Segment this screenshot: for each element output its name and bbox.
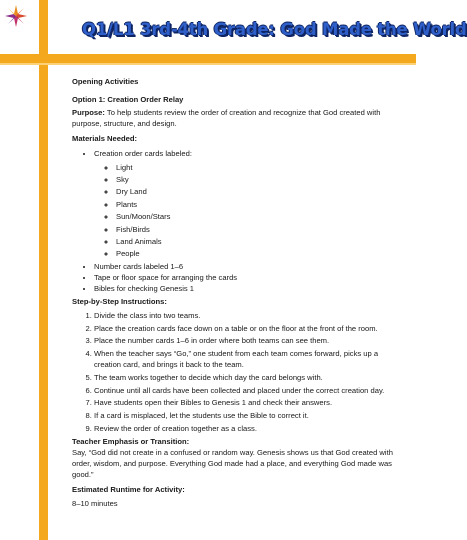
step-item: 6. Continue until all cards have been collected and placed under the correct creation day. bbox=[94, 385, 404, 396]
materials-heading: Materials Needed: bbox=[72, 134, 137, 144]
card-label-item: ◦ People bbox=[116, 248, 404, 259]
card-label-item: ◦ Sky bbox=[116, 174, 404, 185]
orange-cross-vertical-bar bbox=[39, 0, 48, 540]
step-item: 9. Review the order of creation together as a class. bbox=[94, 423, 404, 434]
cross-logo-icon bbox=[4, 4, 28, 28]
card-label-item: ◦ Light bbox=[116, 162, 404, 173]
materials-item: • Bibles for checking Genesis 1 bbox=[94, 283, 404, 294]
orange-bar-highlight bbox=[0, 63, 416, 65]
step-item: 7. Have students open their Bibles to Genesis 1 and check their answers. bbox=[94, 397, 404, 408]
teacher-emphasis-heading: Teacher Emphasis or Transition: bbox=[72, 436, 190, 446]
step-item: 5. The team works together to decide which day the card belongs with. bbox=[94, 372, 404, 383]
materials-item-text: Creation order cards labeled: bbox=[94, 149, 192, 159]
step-item: 3. Place the number cards 1–6 in order where both teams can see them. bbox=[94, 335, 404, 346]
card-label-item: ◦ Sun/Moon/Stars bbox=[116, 211, 404, 222]
orange-cross-horizontal-bar bbox=[0, 54, 416, 63]
runtime-value: 8–10 minutes bbox=[72, 499, 118, 509]
steps-heading: Step-by-Step Instructions: bbox=[72, 296, 167, 306]
page-title: Q1/L1 3rd-4th Grade: God Made the World bbox=[82, 20, 467, 39]
step-item: 1. Divide the class into two teams. bbox=[94, 310, 404, 321]
lesson-content bbox=[72, 76, 404, 509]
card-labels-list bbox=[94, 162, 404, 260]
steps-list bbox=[72, 310, 404, 434]
materials-item: • Tape or floor space for arranging the cards bbox=[94, 272, 404, 283]
card-label-item: ◦ Fish/Birds bbox=[116, 224, 404, 235]
opening-activities-heading: Opening Activities bbox=[72, 77, 139, 86]
materials-item bbox=[94, 148, 404, 259]
purpose-label: Purpose: bbox=[72, 108, 105, 118]
teacher-emphasis-text: Say, “God did not create in a confused or random way. Genesis shows us that God created with order, wisdom, and purpose. Everything God made had a place, and everything God made was good.” bbox=[72, 447, 393, 480]
materials-item: • Number cards labeled 1–6 bbox=[94, 261, 404, 272]
step-item: 8. If a card is misplaced, let the students use the Bible to correct it. bbox=[94, 410, 404, 421]
step-item: 4. When the teacher says “Go,” one student from each team comes forward, picks up a creation card, and brings it back to the team. bbox=[94, 348, 404, 370]
runtime-heading: Estimated Runtime for Activity: bbox=[72, 485, 185, 495]
card-label-item: ◦ Dry Land bbox=[116, 186, 404, 197]
step-item: 2. Place the creation cards face down on a table or on the floor at the front of the room. bbox=[94, 323, 404, 334]
purpose-paragraph bbox=[72, 107, 404, 129]
materials-list bbox=[72, 148, 404, 294]
purpose-text: To help students review the order of creation and recognize that God created with purpose, structure, and design. bbox=[72, 108, 381, 129]
card-label-item: ◦ Plants bbox=[116, 199, 404, 210]
card-label-item: ◦ Land Animals bbox=[116, 236, 404, 247]
option-title: Option 1: Creation Order Relay bbox=[72, 95, 184, 105]
